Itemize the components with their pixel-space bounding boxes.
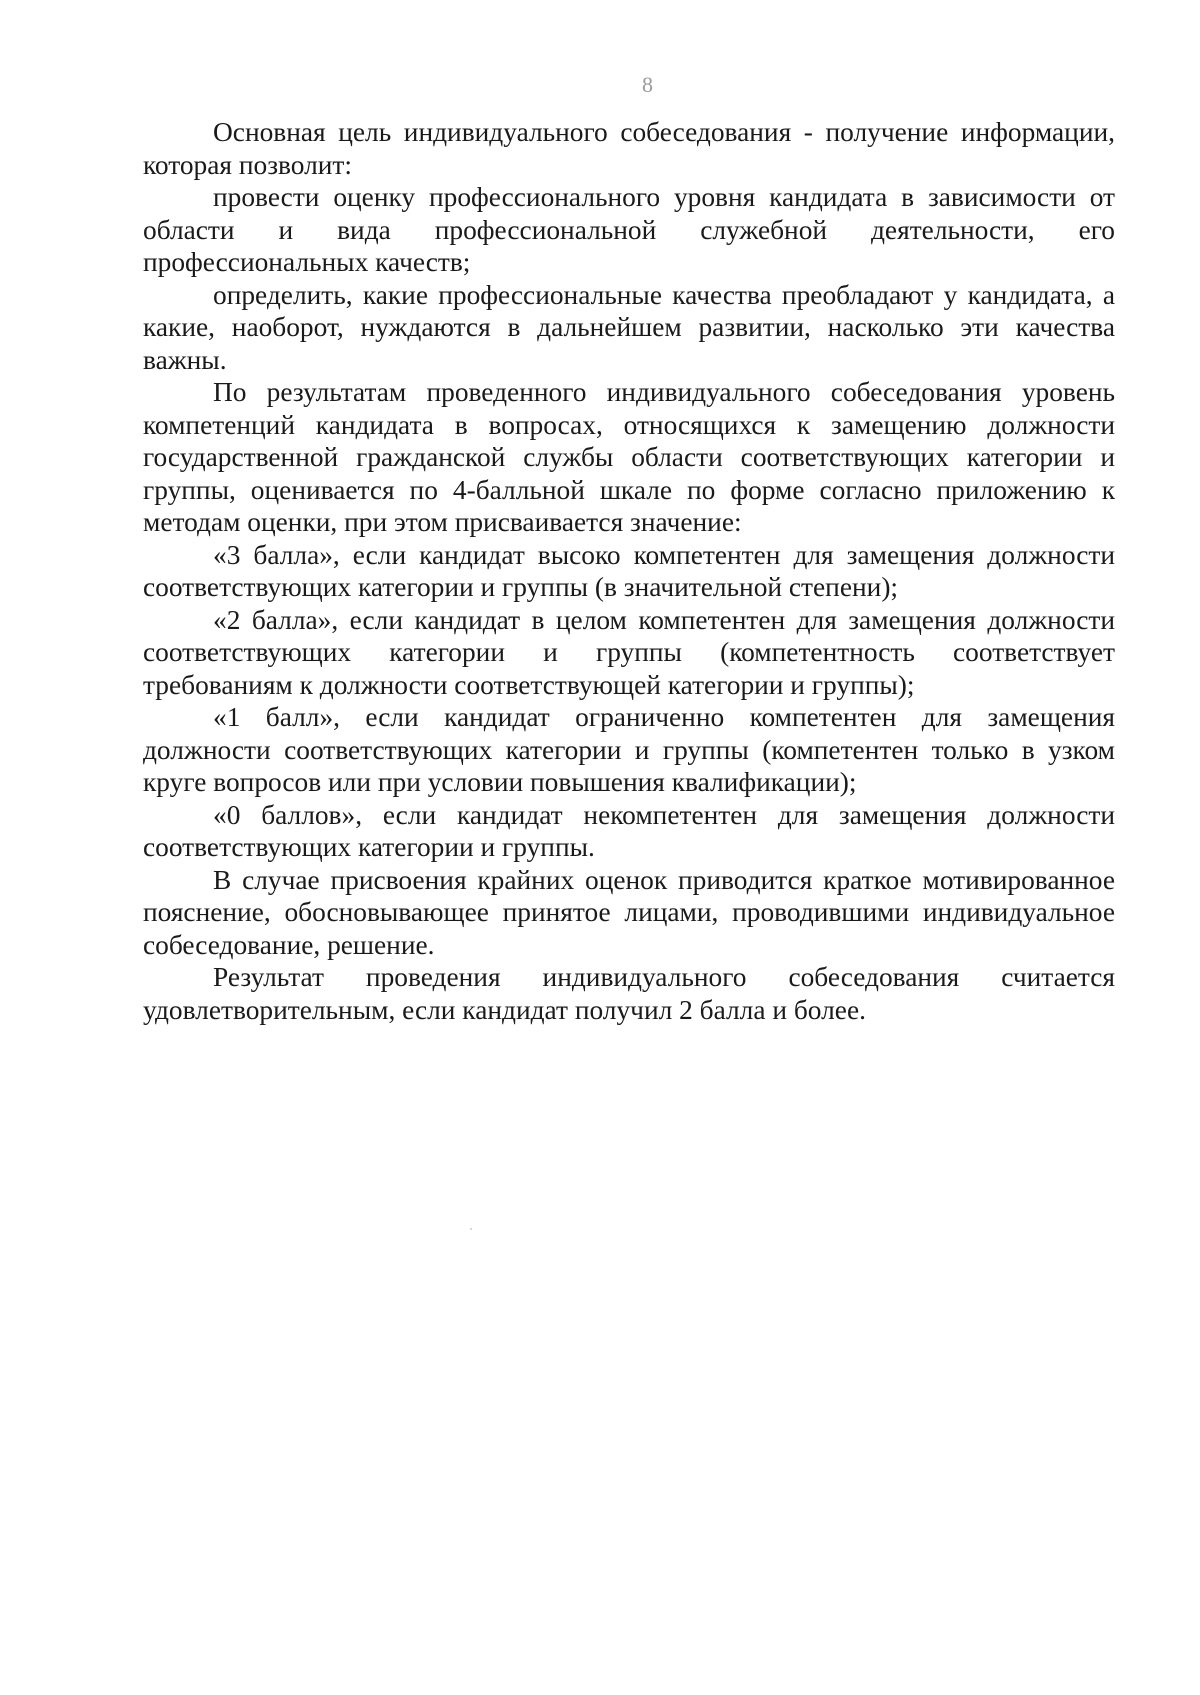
paragraph-score-3: «3 балла», если кандидат высоко компетентен для замещения должности соответствующих категории и группы (в значительной степени); [143,539,1115,602]
document-body [143,116,1115,1026]
page-number: 8 [642,72,653,97]
paragraph-satisfactory-result: Результат проведения индивидуального собеседования считается удовлетворительным, если кандидат получил 2 балла и более. [143,962,1115,1025]
scan-artifact [470,1228,472,1230]
paragraph-purpose: Основная цель индивидуального собеседования - получение информации, которая позволит: [143,117,1115,180]
paragraph-results-scale: По результатам проведенного индивидуального собеседования уровень компетенций кандидата в вопросах, относящихся к замещению должности государственной гражданской службы области соответствующих категории и группы, оценивается по 4-балльной шкале по форме согласно приложению к методам оценки, при этом присваивается значение: [143,377,1115,537]
paragraph-score-2: «2 балла», если кандидат в целом компетентен для замещения должности соответствующих категории и группы (компетентность соответствует требованиям к должности соответствующей категории и группы); [143,604,1115,700]
paragraph-assess-level: провести оценку профессионального уровня кандидата в зависимости от области и вида профессиональной служебной деятельности, его профессиональных качеств; [143,182,1115,277]
paragraph-score-0: «0 баллов», если кандидат некомпетентен для замещения должности соответствующих категории и группы. [143,799,1115,862]
paragraph-determine-qualities: определить, какие профессиональные качества преобладают у кандидата, а какие, наоборот, нуждаются в дальнейшем развитии, насколько эти качества важны. [143,279,1115,375]
paragraph-score-1: «1 балл», если кандидат ограниченно компетентен для замещения должности соответствующих категории и группы (компетентен только в узком круге вопросов или при условии повышения квалификации); [143,702,1115,797]
paragraph-extreme-scores: В случае присвоения крайних оценок приводится краткое мотивированное пояснение, обосновывающее принятое лицами, проводившими индивидуальное собеседование, решение. [143,864,1115,960]
